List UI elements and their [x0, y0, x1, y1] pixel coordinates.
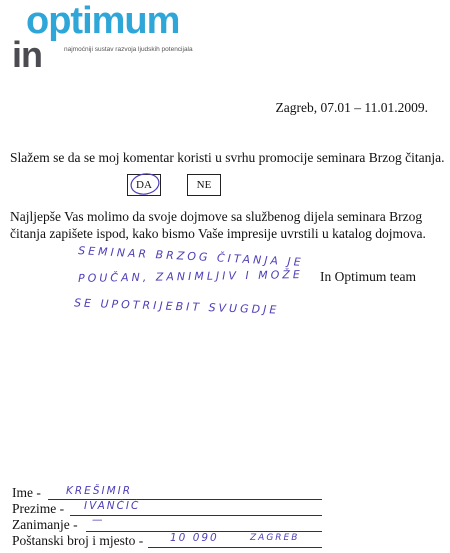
- occupation-value: —: [92, 514, 105, 526]
- date-location: Zagreb, 07.01 – 11.01.2009.: [275, 100, 428, 115]
- no-checkbox[interactable]: NE: [187, 174, 221, 196]
- postal-line: [148, 547, 322, 548]
- logo-tagline: najmoćniji sustav razvoja ljudskih potencijala: [64, 46, 193, 53]
- logo-in-text: in: [12, 34, 42, 75]
- selection-circle-mark: [128, 172, 162, 196]
- handwritten-comment-line-2: POUČAN, ZANIMLJIV I MOŽE: [77, 268, 303, 285]
- handwritten-comment-line-3: SE UPOTRIJEBIT SVUGDJE: [73, 296, 280, 317]
- postal-code-value: 10 090: [170, 532, 219, 544]
- feedback-request-text: Najljepše Vas molimo da svoje dojmove sa službenog dijela seminara Brzog čitanja zapišete ispod, kako bismo Vaše impresije uvrstili u katalog dojmova.: [10, 209, 426, 241]
- surname-label: Prezime -: [12, 501, 65, 516]
- logo-optimum-text: optimum: [26, 0, 180, 42]
- team-signature: In Optimum team: [320, 269, 416, 284]
- handwritten-comment-line-1: SEMINAR BRZOG ČITANJA JE: [77, 244, 304, 269]
- surname-value: IVANČIĆ: [84, 500, 141, 512]
- name-value: KREŠIMIR: [66, 485, 133, 497]
- postal-label: Poštanski broj i mjesto -: [12, 533, 144, 548]
- yes-checkbox[interactable]: DA: [127, 174, 161, 196]
- consent-statement: Slažem se da se moj komentar koristi u svrhu promocije seminara Brzog čitanja.: [10, 150, 445, 165]
- optimum-logo: [12, 0, 222, 75]
- name-label: Ime -: [12, 485, 41, 500]
- occupation-label: Zanimanje -: [12, 517, 78, 532]
- city-value: ZAGREB: [250, 533, 300, 543]
- surname-line: [70, 515, 322, 516]
